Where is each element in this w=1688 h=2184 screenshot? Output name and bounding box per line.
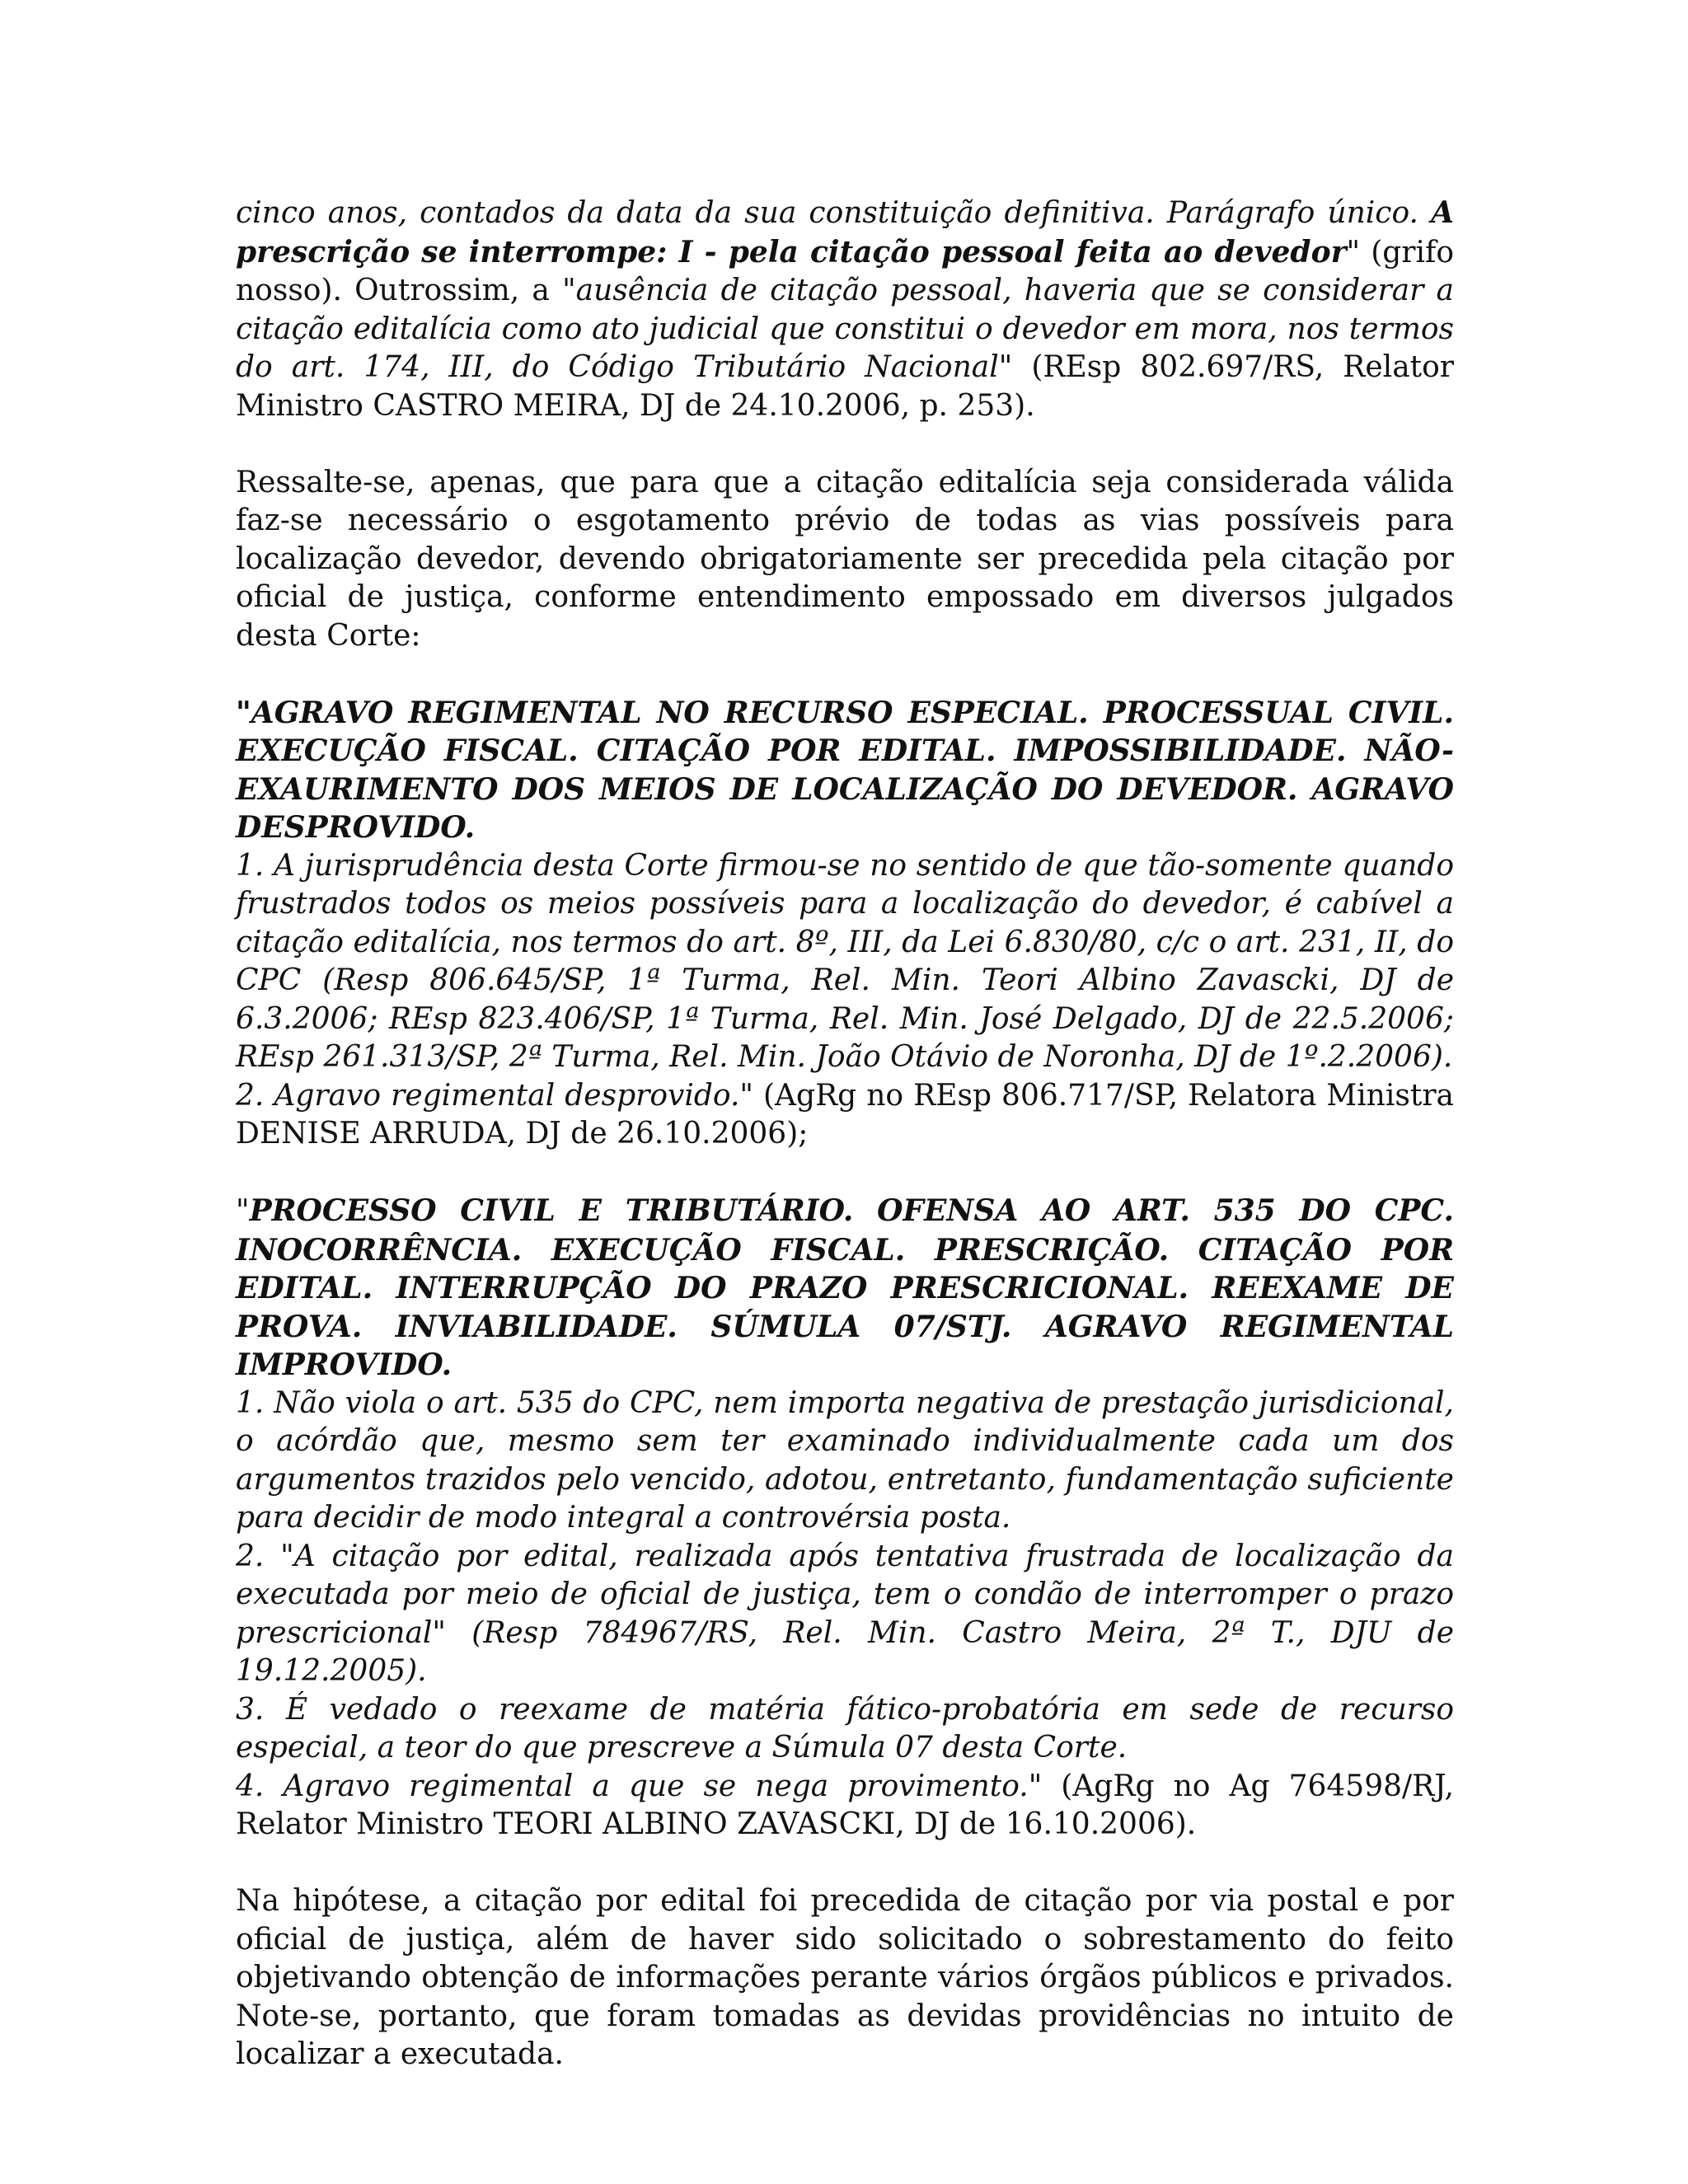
quote1-reference: (AgRg no REsp 806.717/SP, Relatora Ministra DENISE ARRUDA, DJ de 26.10.2006); bbox=[236, 1078, 1454, 1151]
paragraph-spacer bbox=[236, 1154, 1454, 1193]
quote1-item-2-text: 2. Agravo regimental desprovido." bbox=[236, 1078, 753, 1113]
paragraph-ctn-citation bbox=[236, 194, 1454, 425]
paragraph-spacer bbox=[236, 655, 1454, 694]
quote1-item-1: 1. A jurisprudência desta Corte firmou-se no sentido de que tão-somente quando frustrados todos os meios possíveis para a localização do devedor, é cabível a citação editalícia, nos termos do art. 8º, III, da Lei 6.830/80, c/c o art. 231, II, do CPC (Resp 806.645/SP, 1ª Turma, Rel. Min. Teori Albino Zavascki, DJ de 6.3.2006; REsp 823.406/SP, 1ª Turma, Rel. Min. José Delgado, DJ de 22.5.2006; REsp 261.313/SP, 2ª Turma, Rel. Min. João Otávio de Noronha, DJ de 1º.2.2006). bbox=[236, 848, 1454, 1074]
paragraph-spacer bbox=[236, 425, 1454, 464]
grifo-note: " (grifo nosso). Outrossim, a " bbox=[236, 235, 1455, 307]
precedent-reference: " (REsp 802.697/RS, Relator Ministro CASTRO MEIRA, DJ de 24.10.2006, p. 253). bbox=[236, 350, 1455, 423]
precedent-quote: ausência de citação pessoal, haveria que se considerar a citação editalícia como ato judicial que constitui o devedor em mora, nos termos do art. 174, III, do Código Tributário Nacional bbox=[236, 274, 1454, 384]
paragraph-ressalte: Ressalte-se, apenas, que para que a citação editalícia seja considerada válida faz-se necessário o esgotamento prévio de todas as vias possíveis para localização devedor, devendo obrigatoriamente ser precedida pela citação por oficial de justiça, conforme entendimento empossado em diversos julgados desta Corte: bbox=[236, 465, 1454, 653]
quote2-heading-text: PROCESSO CIVIL E TRIBUTÁRIO. OFENSA AO ART. 535 DO CPC. INOCORRÊNCIA. EXECUÇÃO FISCAL. PRESCRIÇÃO. CITAÇÃO POR EDITAL. INTERRUPÇÃO DO PRAZO PRESCRICIONAL. REEXAME DE PROVA. INVIABILIDADE. SÚMULA 07/STJ. AGRAVO REGIMENTAL IMPROVIDO. bbox=[236, 1193, 1454, 1382]
quote1-heading: "AGRAVO REGIMENTAL NO RECURSO ESPECIAL. PROCESSUAL CIVIL. EXECUÇÃO FISCAL. CITAÇÃO POR EDITAL. IMPOSSIBILIDADE. NÃO-EXAURIMENTO DOS MEIOS DE LOCALIZAÇÃO DO DEVEDOR. AGRAVO DESPROVIDO. bbox=[236, 695, 1454, 845]
statute-emphasis: A prescrição se interrompe: I - pela citação pessoal feita ao devedor bbox=[236, 195, 1454, 269]
quote2-item-4 bbox=[236, 1768, 1454, 1844]
document-page bbox=[236, 194, 1454, 2074]
quote2-heading bbox=[236, 1192, 1454, 1385]
quote2-item-3: 3. É vedado o reexame de matéria fático-probatória em sede de recurso especial, a teor do que prescreve a Súmula 07 desta Corte. bbox=[236, 1692, 1454, 1765]
quote2-item-2: 2. "A citação por edital, realizada após tentativa frustrada de localização da executada por meio de oficial de justiça, tem o condão de interromper o prazo prescricional" (Resp 784967/RS, Rel. Min. Castro Meira, 2ª T., DJU de 19.12.2005). bbox=[236, 1539, 1454, 1688]
quote2-open-quote: " bbox=[236, 1194, 250, 1228]
quote2-reference: " (AgRg no Ag 764598/RJ, Relator Ministro TEORI ALBINO ZAVASCKI, DJ de 16.10.2006). bbox=[236, 1769, 1455, 1841]
paragraph-spacer bbox=[236, 1844, 1454, 1883]
quote2-item-4-text: 4. Agravo regimental a que se nega provimento. bbox=[236, 1769, 1029, 1803]
paragraph-hipotese: Na hipótese, a citação por edital foi precedida de citação por via postal e por oficial de justiça, além de haver sido solicitado o sobrestamento do feito objetivando obtenção de informações perante vários órgãos públicos e privados. Note-se, portanto, que foram tomadas as devidas providências no intuito de localizar a executada. bbox=[236, 1884, 1454, 2071]
quote1-item-2 bbox=[236, 1077, 1454, 1154]
quote2-item-1: 1. Não viola o art. 535 do CPC, nem importa negativa de prestação jurisdicional, o acórdão que, mesmo sem ter examinado individualmente cada um dos argumentos trazidos pelo vencido, adotou, entretanto, fundamentação suficiente para decidir de modo integral a controvérsia posta. bbox=[236, 1385, 1454, 1535]
statute-quote: cinco anos, contados da data da sua constituição definitiva. Parágrafo único. bbox=[236, 196, 1418, 230]
